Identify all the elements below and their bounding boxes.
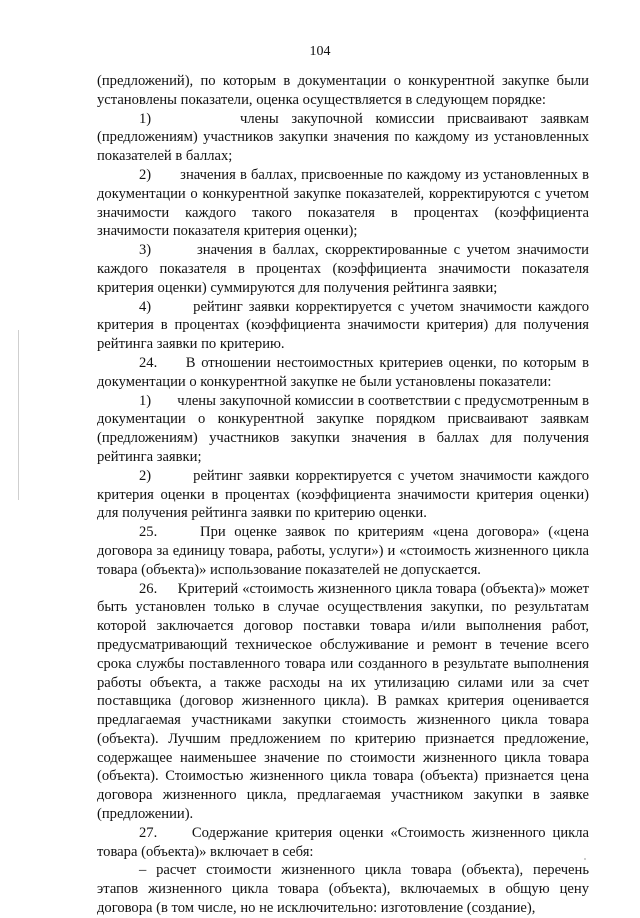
clause-24-item-2: 2) рейтинг заявки корректируется с учетом значимости каждого критерия оценки в процентах (коэффициента значимости критерия оценки) для получения рейтинга заявки по критерию оценки.	[97, 467, 589, 522]
clause-27: 27. Содержание критерия оценки «Стоимость жизненного цикла товара (объекта)» включает в себя:	[97, 824, 589, 860]
list-item-3: 3) значения в баллах, скорректированные с учетом значимости каждого показателя в процентах (коэффициента значимости показателя критерия оценки) суммируются для получения рейтинга заявки;	[97, 242, 589, 296]
scan-artifact-line	[18, 330, 19, 500]
list-item-1: 1) члены закупочной комиссии присваивают заявкам (предложениям) участников закупки значения по каждому из установленных показателей в баллах;	[97, 110, 589, 165]
clause-25: 25. При оценке заявок по критериям «цена договора» («цена договора за единицу товара, работы, услуги») и «стоимость жизненного цикла товара (объекта)» использование показателей не допускается.	[97, 524, 589, 578]
page-number: 104	[309, 44, 331, 59]
list-item-2: 2) значения в баллах, присвоенные по каждому из установленных в документации о конкурентной закупке показателей, корректируются с учетом значимости каждого такого показателя в процентах (коэффициента значимости показателя критерия оценки);	[97, 166, 589, 240]
clause-24: 24. В отношении нестоимостных критериев оценки, по которым в документации о конкурентной закупке не были установлены показатели:	[97, 354, 589, 390]
list-item-4: 4) рейтинг заявки корректируется с учетом значимости каждого критерия в процентах (коэффициента значимости критерия) для получения рейтинга заявки по критерию.	[97, 298, 589, 353]
clause-27-bullet: – расчет стоимости жизненного цикла товара (объекта), перечень этапов жизненного цикла товара (объекта), включаемых в общую цену договора (в том числе, но не исключительно: изготовление (создание),	[97, 862, 589, 917]
clause-24-item-1: 1) члены закупочной комиссии в соответствии с предусмотренным в документации о конкурентной закупке порядком присваивают заявкам (предложениям) участников закупки значения в баллах для получения рейтинга заявки;	[97, 392, 589, 465]
clause-26: 26. Критерий «стоимость жизненного цикла товара (объекта)» может быть установлен только в случае осуществления закупки, по результатам которой заключается договор поставки товара и/или выполнения работ, предусматривающий техническое обслуживание и ремонт в течение всего срока службы поставленного товара или созданного в результате выполнения работы объекта, а также расходы на их утилизацию силами или за счет поставщика (договор жизненного цикла). В рамках критерия оценивается предлагаемая участниками закупки стоимость жизненного цикла товара (объекта). Лучшим предложением по критерию признается предложение, содержащее наименьшее значение по стоимости жизненного цикла товара (объекта). Стоимостью жизненного цикла товара (объекта) признается цена договора жизненного цикла, предлагаемая участником закупки в заявке (предложении).	[97, 580, 589, 823]
document-body	[97, 72, 589, 918]
paragraph-continuation: (предложений), по которым в документации о конкурентной закупке были установлены показатели, оценка осуществляется в следующем порядке:	[97, 73, 589, 108]
scan-artifact-dot	[584, 858, 586, 860]
